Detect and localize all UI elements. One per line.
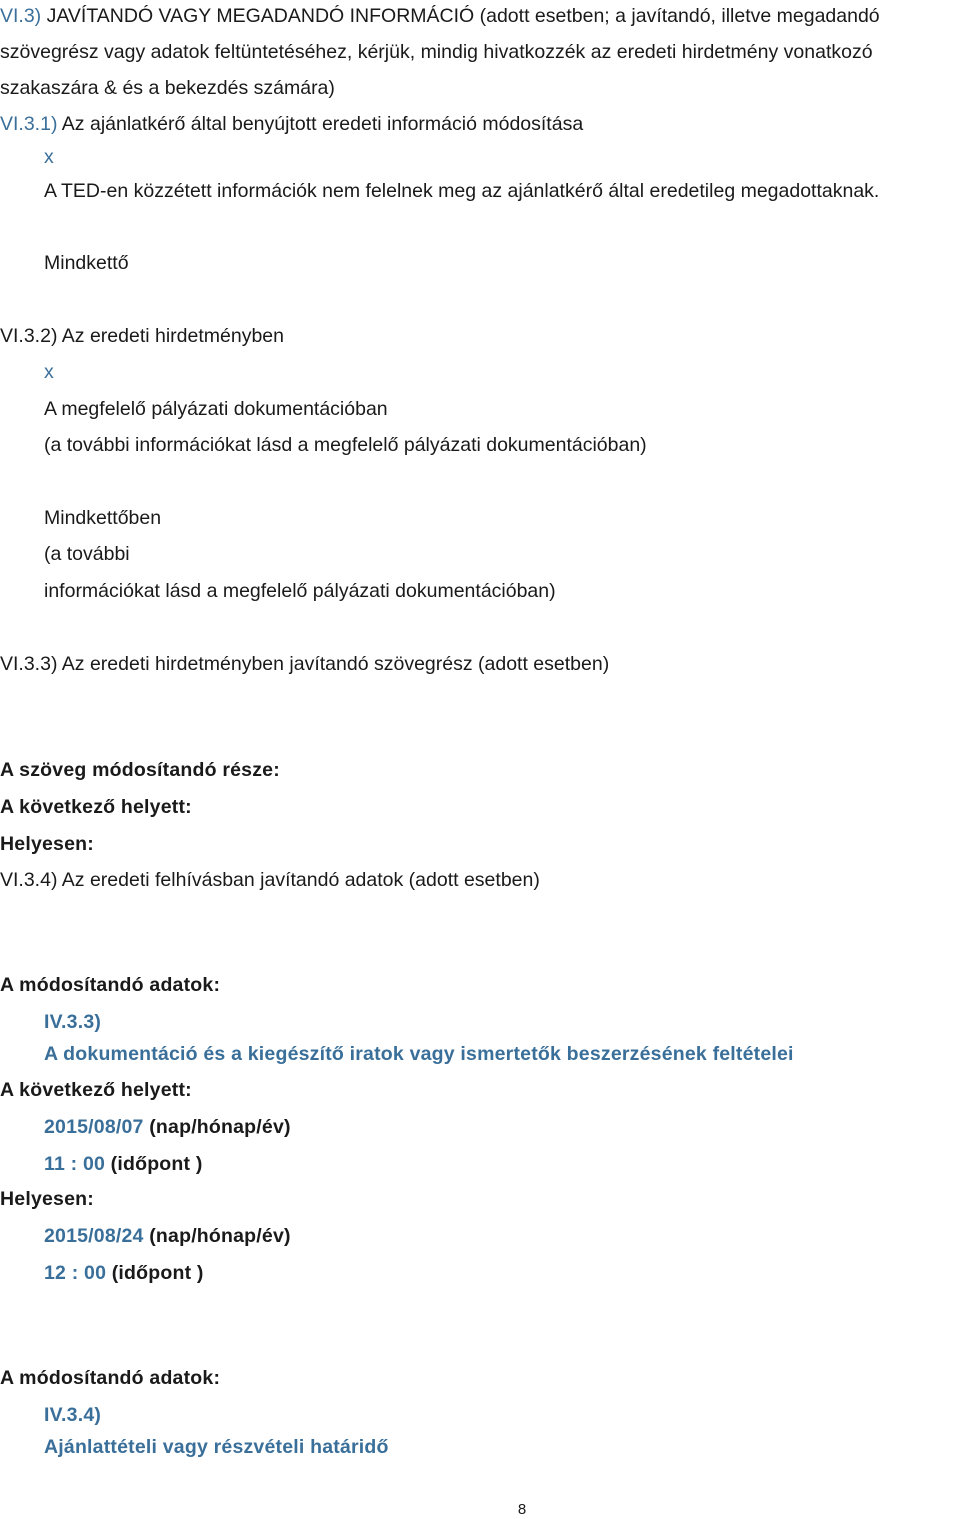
section-header-line-1	[0, 4, 880, 28]
block1-label-correct: Helyesen:	[0, 1188, 94, 1210]
vi-3-3-title: VI.3.3) Az eredeti hirdetményben javítandó szövegrész (adott esetben)	[0, 653, 610, 675]
block1-new-date-line	[44, 1224, 291, 1248]
section-header-line-2: szövegrész vagy adatok feltüntetéséhez, kérjük, mindig hivatkozzék az eredeti hirdetmény vonatkozó	[0, 41, 873, 63]
vi-3-2-checkmark: x	[44, 361, 54, 383]
vi-3-2-option-selected-line-1: A megfelelő pályázati dokumentációban	[44, 398, 388, 420]
block2-reference-title: Ajánlattételi vagy részvételi határidő	[44, 1436, 389, 1458]
block1-new-time-label: (időpont )	[106, 1262, 204, 1284]
section-header-prefix: VI.3)	[0, 5, 42, 27]
block1-label-instead: A következő helyett:	[0, 1079, 192, 1101]
block1-old-time-label: (időpont )	[105, 1153, 203, 1175]
block1-reference: IV.3.3)	[44, 1011, 102, 1033]
vi-3-1-option-other: Mindkettő	[44, 252, 129, 274]
block1-old-time-separator: :	[65, 1153, 83, 1175]
block1-reference-title: A dokumentáció és a kiegészítő iratok vagy ismertetők beszerzésének feltételei	[44, 1043, 794, 1065]
vi-3-2-option-selected-line-2: (a további információkat lásd a megfelelő pályázati dokumentációban)	[44, 434, 647, 456]
block1-old-date-format: (nap/hónap/év)	[143, 1116, 291, 1138]
block1-new-date: 2015/08/24	[44, 1225, 144, 1247]
vi-3-1-prefix: VI.3.1)	[0, 113, 58, 135]
vi-3-2-title: VI.3.2) Az eredeti hirdetményben	[0, 325, 284, 347]
block1-new-date-format: (nap/hónap/év)	[143, 1225, 291, 1247]
block1-old-time-line	[44, 1152, 203, 1176]
block1-old-date-line	[44, 1115, 291, 1139]
block1-new-time-line	[44, 1261, 204, 1285]
section-header-text: JAVÍTANDÓ VAGY MEGADANDÓ INFORMÁCIÓ (adott esetben; a javítandó, illetve megadandó	[41, 5, 880, 27]
vi-3-3-label-part: A szöveg módosítandó része:	[0, 759, 280, 781]
block1-new-time-separator: :	[66, 1262, 85, 1284]
vi-3-1-title-text: Az ajánlatkérő által benyújtott eredeti információ módosítása	[57, 113, 584, 135]
block1-old-date: 2015/08/07	[44, 1116, 144, 1138]
vi-3-1-option-selected: A TED-en közzétett információk nem felelnek meg az ajánlatkérő által eredetileg megadottaknak.	[44, 180, 880, 202]
block2-label-data: A módosítandó adatok:	[0, 1367, 221, 1389]
block1-label-data: A módosítandó adatok:	[0, 974, 221, 996]
section-header-line-3: szakaszára & és a bekezdés számára)	[0, 77, 335, 99]
page-number: 8	[517, 1501, 527, 1518]
vi-3-2-option-other-line-3: információkat lásd a megfelelő pályázati dokumentációban)	[44, 580, 556, 602]
vi-3-2-option-other-line-2: (a további	[44, 543, 130, 565]
block1-new-minute: 00	[84, 1262, 107, 1284]
block1-new-hour: 12	[44, 1262, 67, 1284]
block1-old-hour: 11	[44, 1153, 66, 1175]
vi-3-2-option-other-line-1: Mindkettőben	[44, 507, 162, 529]
block2-reference: IV.3.4)	[44, 1404, 102, 1426]
vi-3-3-label-instead: A következő helyett:	[0, 796, 192, 818]
vi-3-1-checkmark: x	[44, 146, 54, 168]
block1-old-minute: 00	[82, 1153, 106, 1175]
vi-3-3-label-correct: Helyesen:	[0, 833, 94, 855]
vi-3-1-title	[0, 112, 583, 136]
vi-3-4-title: VI.3.4) Az eredeti felhívásban javítandó adatok (adott esetben)	[0, 869, 540, 891]
